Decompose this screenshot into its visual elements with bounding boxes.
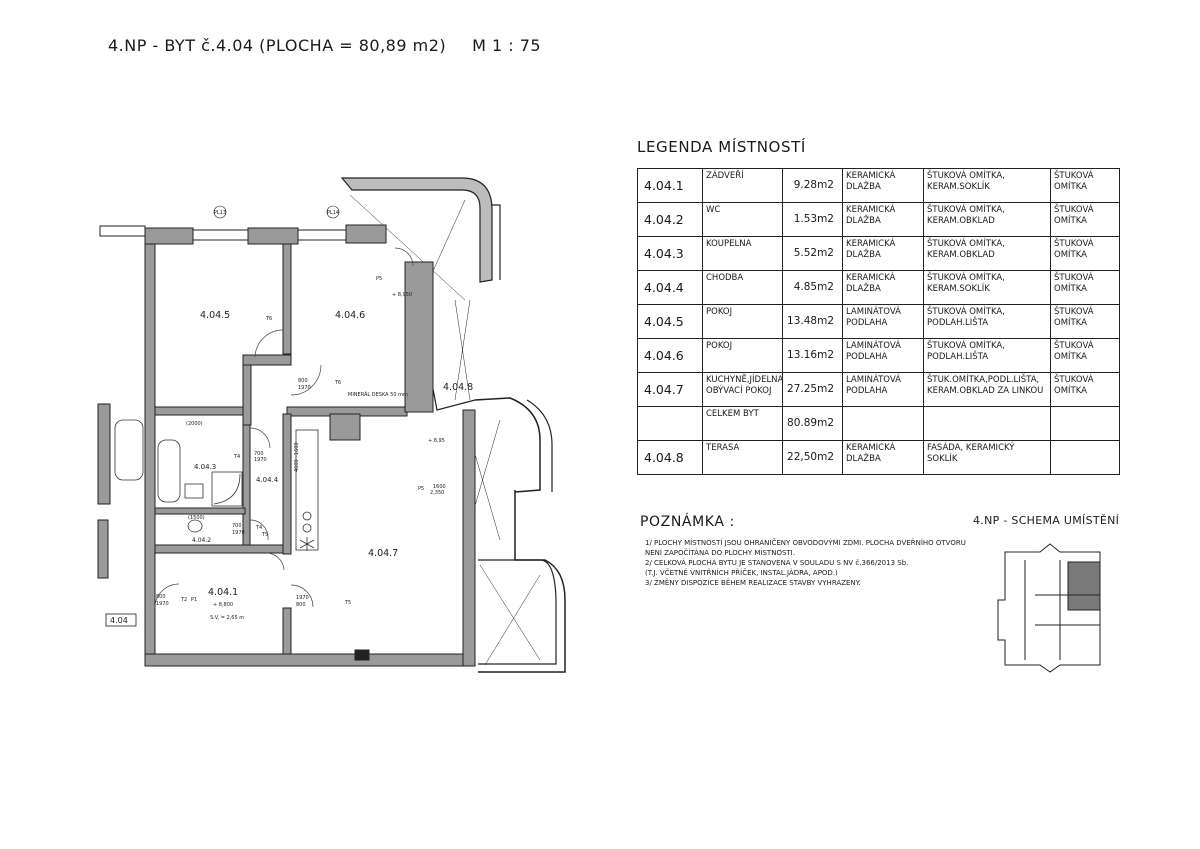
legend-cell-name: POKOJ <box>703 305 783 339</box>
door-label: (1500) <box>188 515 205 521</box>
level-label: + 8,800 <box>213 602 234 608</box>
room-label: 4.04.7 <box>368 548 399 559</box>
note-line: 1/ PLOCHY MÍSTNOSTÍ JSOU OHRANIČENY OBVODOVÝMI ZDMI. PLOCHA DVEŘNÍHO OTVORU <box>645 539 966 547</box>
door-height-label: 1970 <box>296 595 309 601</box>
legend-cell-floor: KERAMICKÁ DLAŽBA <box>843 237 924 271</box>
tag-label: T5 <box>345 600 352 606</box>
legend-cell-name: ZÁDVEŘÍ <box>703 169 783 203</box>
title-text: 4.NP - BYT č.4.04 (PLOCHA = 80,89 m2) <box>108 36 447 55</box>
legend-cell-code: 4.04.6 <box>638 339 703 373</box>
door-height-label: 1970 <box>298 385 311 391</box>
note-line: NENÍ ZAPOČÍTÁNA DO PLOCHY MÍSTNOSTI. <box>645 549 795 557</box>
tag-label: P1 <box>191 597 198 603</box>
legend-cell-wall: ŠTUK.OMÍTKA,PODL.LIŠTA, KERAM.OBKLAD ZA LINKOU <box>924 373 1051 407</box>
door-height-label: 1970 <box>254 457 267 463</box>
door-height-label: 1970 <box>156 601 169 607</box>
legend-cell-name: CELKEM BYT <box>703 407 783 441</box>
legend-cell-ceiling: ŠTUKOVÁ OMÍTKA <box>1051 237 1120 271</box>
legend-cell-ceiling: ŠTUKOVÁ OMÍTKA <box>1051 373 1120 407</box>
legend-cell-wall: ŠTUKOVÁ OMÍTKA, KERAM.OBKLAD <box>924 203 1051 237</box>
window-width-label: 1600 <box>433 484 446 490</box>
legend-cell-area: 27.25m2 <box>783 373 843 407</box>
room-label: 4.04.4 <box>256 476 279 484</box>
legend-cell-area: 1.53m2 <box>783 203 843 237</box>
legend-cell-wall: ŠTUKOVÁ OMÍTKA, KERAM.SOKLÍK <box>924 271 1051 305</box>
room-label: 4.04.5 <box>200 310 231 321</box>
legend-cell-area: 5.52m2 <box>783 237 843 271</box>
legend-cell-floor: KERAMICKÁ DLAŽBA <box>843 169 924 203</box>
tag-label: T6 <box>335 380 342 386</box>
tag-label: T4 <box>256 525 263 531</box>
room-label: 4.04.6 <box>335 310 366 321</box>
note-line: 2/ CELKOVÁ PLOCHA BYTU JE STANOVENA V SOULADU S NV č.366/2013 Sb. <box>645 559 909 567</box>
legend-cell-ceiling: ŠTUKOVÁ OMÍTKA <box>1051 271 1120 305</box>
legend-cell-wall: FASÁDA, KERAMICKÝ SOKLÍK <box>924 441 1051 475</box>
level-label: + 8,95 <box>428 438 445 444</box>
axis-label: PL14 <box>326 210 340 216</box>
tag-label: T4 <box>234 454 241 460</box>
legend-cell-ceiling: ŠTUKOVÁ OMÍTKA <box>1051 203 1120 237</box>
level-label: + 8,950 <box>392 292 413 298</box>
legend-cell-code: 4.04.7 <box>638 373 703 407</box>
tag-label: T6 <box>266 316 273 322</box>
tag-label: T5 <box>262 532 269 538</box>
clear-height-label: S.V. = 2,65 m <box>210 615 245 621</box>
note-line: (T.J. VČETNĚ VNITŘNÍCH PŘÍČEK, INSTAL.JÁDRA, APOD.) <box>645 569 838 577</box>
legend-cell-floor: KERAMICKÁ DLAŽBA <box>843 441 924 475</box>
legend-cell-floor: KERAMICKÁ DLAŽBA <box>843 203 924 237</box>
door-width-label: 700 <box>254 451 264 457</box>
legend-cell-code: 4.04.5 <box>638 305 703 339</box>
legend-cell-name: KOUPELNA <box>703 237 783 271</box>
kitchen-dim: 4000~1600 <box>294 442 300 472</box>
legend-cell-floor: KERAMICKÁ DLAŽBA <box>843 271 924 305</box>
legend-cell-floor: LAMINÁTOVÁ PODLAHA <box>843 373 924 407</box>
legend-cell-ceiling: ŠTUKOVÁ OMÍTKA <box>1051 169 1120 203</box>
legend-cell-code: 4.04.8 <box>638 441 703 475</box>
legend-cell-area: 22,50m2 <box>783 441 843 475</box>
location-scheme <box>998 544 1100 672</box>
legend-cell-area: 80.89m2 <box>783 407 843 441</box>
walls <box>98 225 475 666</box>
legend-cell-area: 4.85m2 <box>783 271 843 305</box>
scale-text: M 1 : 75 <box>472 36 542 55</box>
plan-annotations <box>156 276 446 621</box>
door-width-label: 800 <box>298 378 308 384</box>
door-width-label: 800 <box>296 602 306 608</box>
legend-cell-ceiling: ŠTUKOVÁ OMÍTKA <box>1051 339 1120 373</box>
legend-cell-code: 4.04.2 <box>638 203 703 237</box>
legend-cell-code: 4.04.3 <box>638 237 703 271</box>
unit-tag <box>106 614 136 626</box>
legend-cell-name: TERASA <box>703 441 783 475</box>
legend-cell-floor: LAMINÁTOVÁ PODLAHA <box>843 305 924 339</box>
door-width-label: 800 <box>156 594 166 600</box>
legend-cell-wall: ŠTUKOVÁ OMÍTKA, KERAM.SOKLÍK <box>924 169 1051 203</box>
legend-title: LEGENDA MÍSTNOSTÍ <box>637 138 806 156</box>
tag-label: P5 <box>418 486 425 492</box>
legend-cell-wall: ŠTUKOVÁ OMÍTKA, PODLAH.LIŠTA <box>924 339 1051 373</box>
legend-cell-code: 4.04.1 <box>638 169 703 203</box>
window-sill-label: 2,350 <box>430 490 445 496</box>
legend-cell-wall: ŠTUKOVÁ OMÍTKA, PODLAH.LIŠTA <box>924 305 1051 339</box>
axis-markers <box>214 206 339 218</box>
room-label: 4.04.1 <box>208 587 239 598</box>
door-width-label: 700 <box>232 523 242 529</box>
legend-cell-name: KUCHYNĚ,JÍDELNA OBÝVACÍ POKOJ <box>703 373 783 407</box>
unit-tag-text: 4.04 <box>110 616 128 625</box>
legend-cell-ceiling: ŠTUKOVÁ OMÍTKA <box>1051 305 1120 339</box>
legend-cell-floor: LAMINÁTOVÁ PODLAHA <box>843 339 924 373</box>
legend-cell-area: 13.48m2 <box>783 305 843 339</box>
axis-label: PL13 <box>213 210 227 216</box>
legend-cell-name: WC <box>703 203 783 237</box>
note-line: 3/ ZMĚNY DISPOZICE BĚHEM REALIZACE STAVBY VYHRAZENY. <box>645 579 861 587</box>
legend-cell-area: 13.16m2 <box>783 339 843 373</box>
tag-label: T2 <box>181 597 188 603</box>
legend-cell-name: POKOJ <box>703 339 783 373</box>
terrace <box>342 178 565 672</box>
legend-cell-name: CHODBA <box>703 271 783 305</box>
door-label: (2000) <box>186 421 203 427</box>
room-label: 4.04.2 <box>192 537 212 544</box>
legend-cell-area: 9.28m2 <box>783 169 843 203</box>
room-label: 4.04.8 <box>443 382 474 393</box>
room-label: 4.04.3 <box>194 463 217 471</box>
tag-label: P5 <box>376 276 383 282</box>
door-height-label: 1970 <box>232 530 245 536</box>
scheme-title: 4.NP - SCHEMA UMÍSTĚNÍ <box>973 514 1120 527</box>
notes-title: POZNÁMKA : <box>640 514 735 530</box>
legend-cell-wall: ŠTUKOVÁ OMÍTKA, KERAM.OBKLAD <box>924 237 1051 271</box>
legend-cell-code: 4.04.4 <box>638 271 703 305</box>
mineral-note: MINERÁL DESKA 50 mm <box>348 392 408 398</box>
